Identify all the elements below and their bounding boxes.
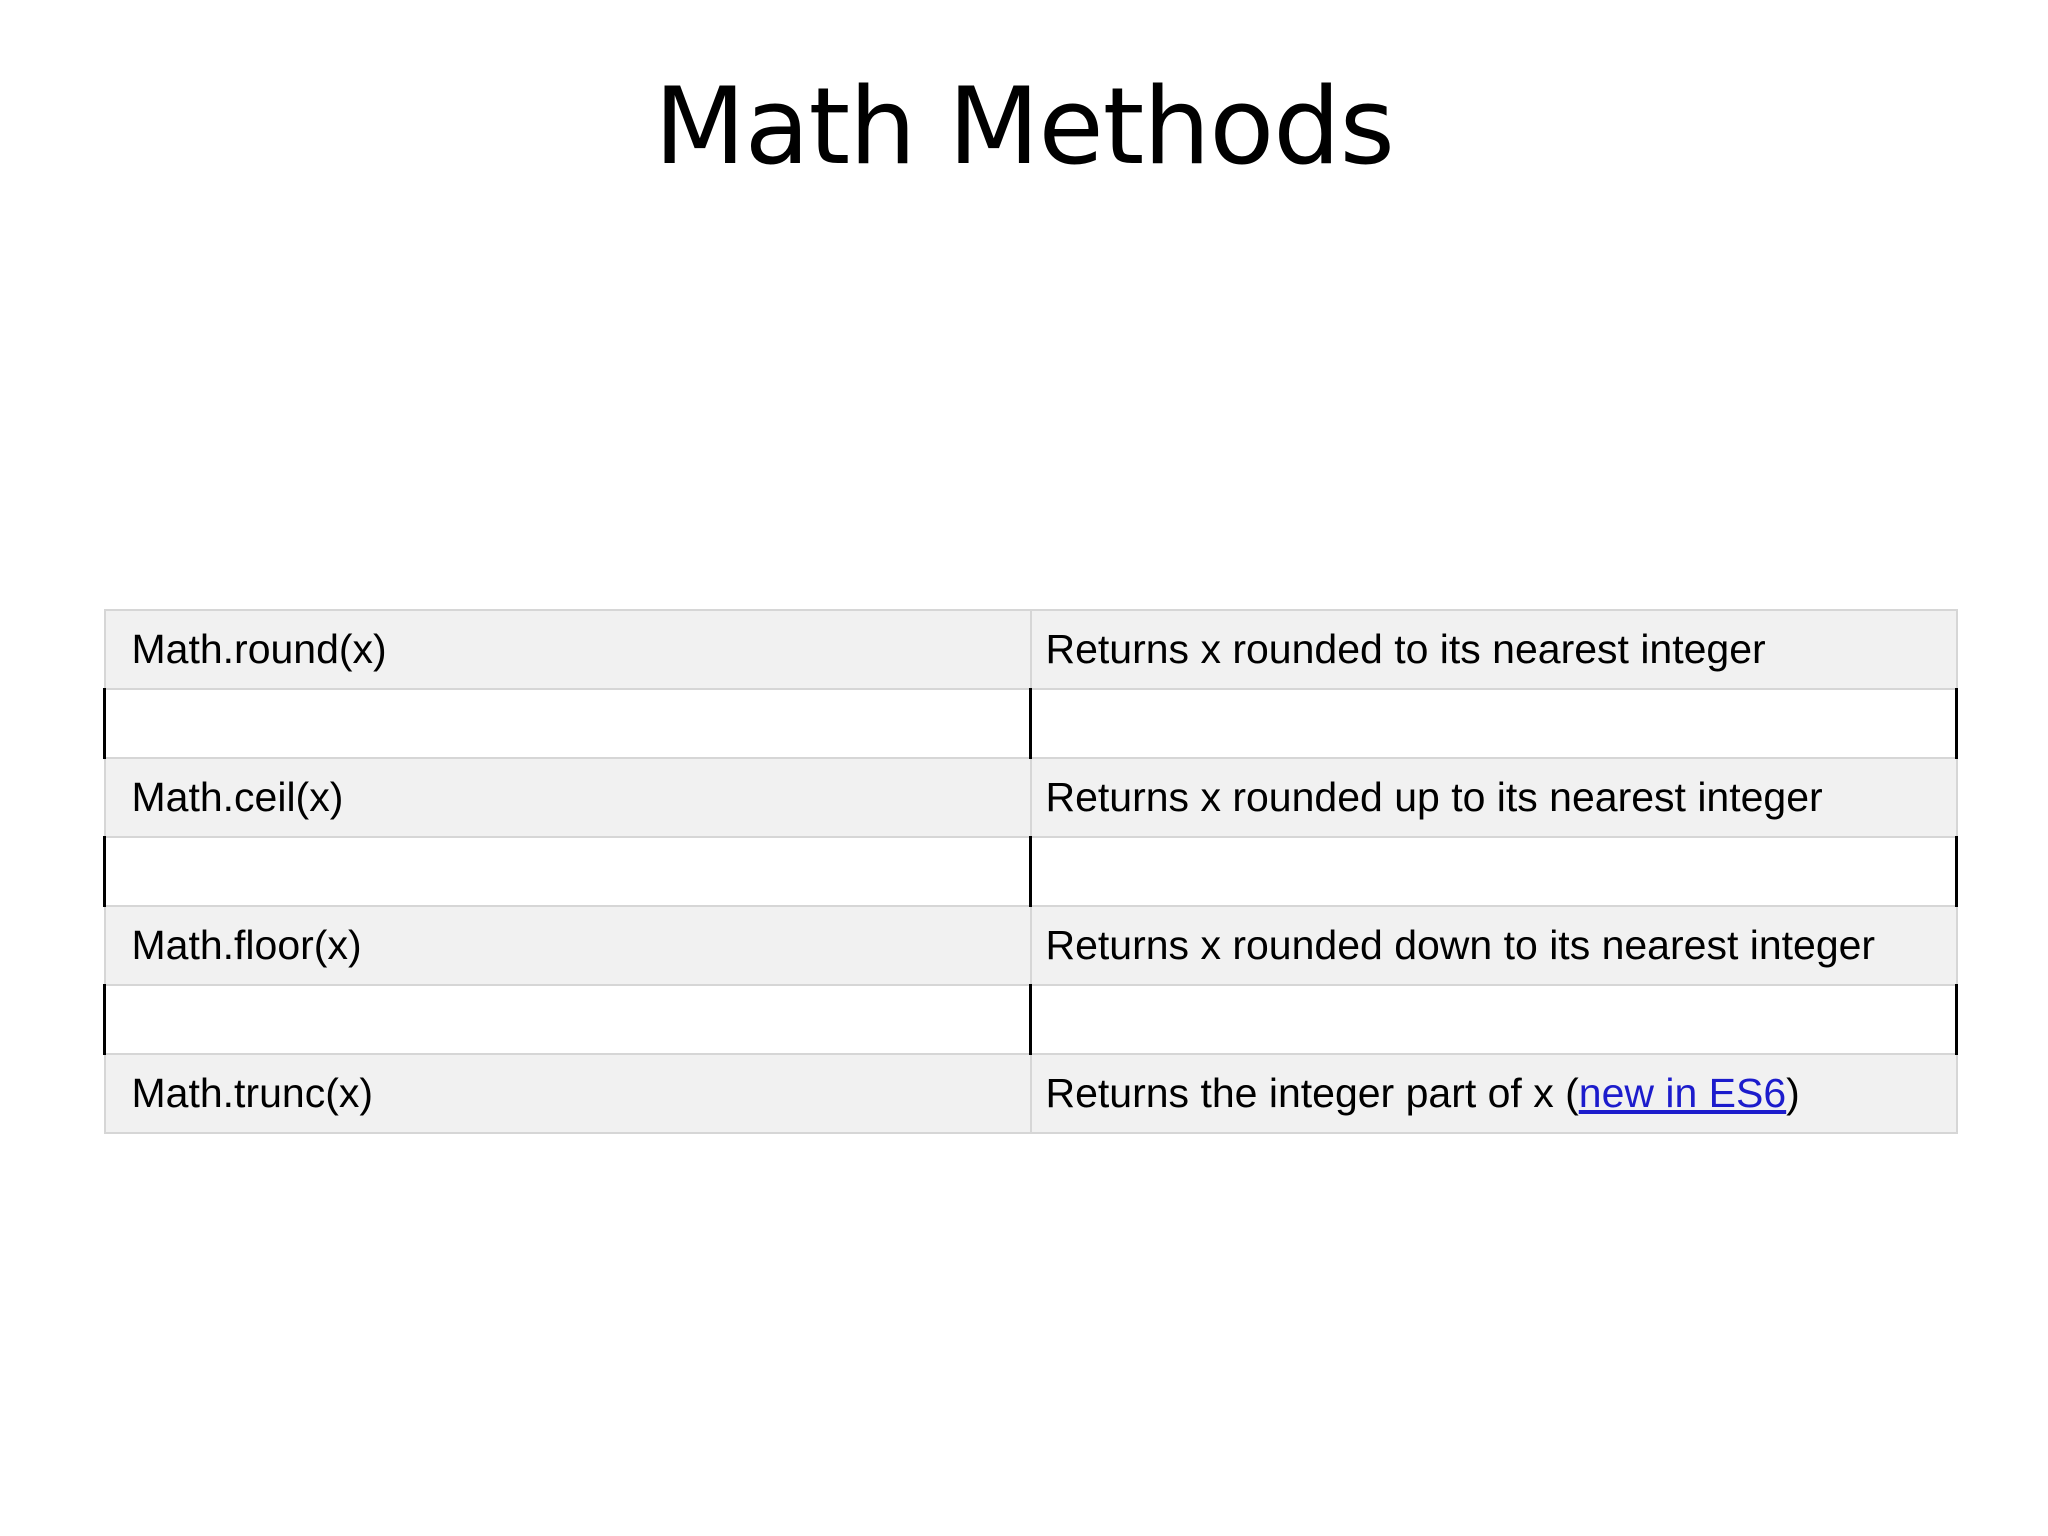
description-prefix: Returns the integer part of x ( — [1045, 1070, 1579, 1116]
method-description-floor: Returns x rounded down to its nearest integer — [1031, 906, 1957, 985]
table-row-floor — [105, 906, 1957, 985]
new-in-es6-link[interactable]: new in ES6 — [1578, 1070, 1787, 1116]
math-methods-table — [103, 609, 1958, 1134]
method-description-ceil: Returns x rounded up to its nearest integer — [1031, 758, 1957, 837]
method-description-round: Returns x rounded to its nearest integer — [1031, 610, 1957, 689]
method-description-trunc — [1031, 1054, 1957, 1133]
spacer-cell — [105, 985, 1031, 1054]
spacer-cell — [1031, 689, 1957, 758]
table-row-trunc — [105, 1054, 1957, 1133]
spacer-cell — [1031, 837, 1957, 906]
table-spacer-row — [105, 837, 1957, 906]
slide-title: Math Methods — [654, 65, 1394, 188]
spacer-cell — [105, 689, 1031, 758]
method-name-round: Math.round(x) — [105, 610, 1031, 689]
spacer-cell — [105, 837, 1031, 906]
table-row-round — [105, 610, 1957, 689]
table-spacer-row — [105, 689, 1957, 758]
method-name-ceil: Math.ceil(x) — [105, 758, 1031, 837]
table-row-ceil — [105, 758, 1957, 837]
description-suffix: ) — [1786, 1070, 1800, 1116]
method-name-trunc: Math.trunc(x) — [105, 1054, 1031, 1133]
table-spacer-row — [105, 985, 1957, 1054]
spacer-cell — [1031, 985, 1957, 1054]
method-name-floor: Math.floor(x) — [105, 906, 1031, 985]
